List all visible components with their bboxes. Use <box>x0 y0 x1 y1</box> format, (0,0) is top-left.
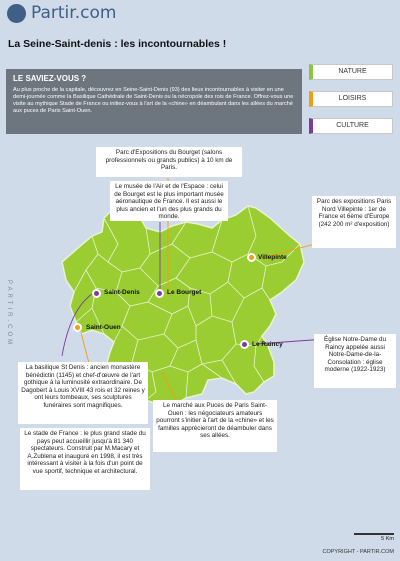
legend-nature[interactable]: NATURE <box>309 64 393 80</box>
logo[interactable]: Partir.com <box>31 3 117 23</box>
callout-raincy: Église Notre-Dame du Raincy appelée aussi Notre-Dame-de-la-Consolation : église moderne (1922-1923) <box>314 334 396 388</box>
callout-puces: Le marché aux Puces de Paris Saint-Ouen : les négociateurs amateurs pourront s'initier à l'art de la «chine» et les familles apprécieront de déambuler dans ses allées. <box>153 400 277 452</box>
place-label-le-raincy[interactable]: Le Raincy <box>252 341 283 348</box>
scale-label: 5 Km <box>381 536 394 542</box>
villepinte-pin-icon[interactable] <box>247 253 256 262</box>
copyright: COPYRIGHT - PARTIR.COM <box>322 549 394 555</box>
saint-denis-pin-icon[interactable] <box>92 289 101 298</box>
legend-loisirs[interactable]: LOISIRS <box>309 91 393 107</box>
page-title: La Seine-Saint-denis : les incontournables ! <box>8 38 227 50</box>
place-label-villepinte[interactable]: Villepinte <box>258 254 287 261</box>
callout-air-espace: Le musée de l'Air et de l'Espace : celui de Bourget est le plus important musée aéronautique de France. Il est aussi le plus ancien et l'un des plus grands du monde. <box>110 181 228 221</box>
le-bourget-pin-icon[interactable] <box>155 289 164 298</box>
callout-bourget-expo: Parc d'Expositions du Bourget (salons professionnels ou grands publics) à 10 km de Paris. <box>96 147 242 177</box>
legend-culture[interactable]: CULTURE <box>309 118 393 134</box>
place-label-le-bourget[interactable]: Le Bourget <box>167 289 202 296</box>
place-label-saint-ouen[interactable]: Saint-Ouen <box>86 324 121 331</box>
scale-line <box>354 533 394 535</box>
callout-stade: Le stade de France : le plus grand stade du pays peut accueillir jusqu'à 81 340 spectateurs. Construit par M.Macary et A.Zublena et inauguré en 1998, il est très intéressant à visiter à la fois d'un point de vue sportif, technique et architectural. <box>20 428 150 490</box>
scale-bar <box>300 533 394 542</box>
place-label-saint-denis[interactable]: Saint-Denis <box>104 289 140 296</box>
info-text: Au plus proche de la capitale, découvrez en Seine-Saint-Denis (93) des lieux incontournables à visiter en une demi-journée comme la Basilique Cathédrale de Saint-Denis ou la nécropole des rois de France. Offrez-vous une visite au mythique Stade de France ou initiez-vous à l'art de la «chine» en déambulant dans les allées du marché aux puces de Paris Saint-Ouen. <box>13 87 294 114</box>
info-title: LE SAVIEZ-VOUS ? <box>13 74 87 83</box>
side-watermark: PARTIR.COM <box>6 280 12 348</box>
callout-basilique: La basilique St Denis : ancien monastère bénédictin (1145) et chef-d'œuvre de l'art gothique à la luminosité extraordinaire. De Dagobert à Louis XVIII 43 rois et 32 reines y ont leurs tombeaux, ses sculptures funéraires sont magnifiques. <box>18 362 148 424</box>
callout-villepinte: Parc des expositions Paris Nord Villepinte : 1er de France et 6ème d'Europe (242 200 m² d'exposition) <box>312 196 396 248</box>
saint-ouen-pin-icon[interactable] <box>73 323 82 332</box>
le-raincy-pin-icon[interactable] <box>240 340 249 349</box>
